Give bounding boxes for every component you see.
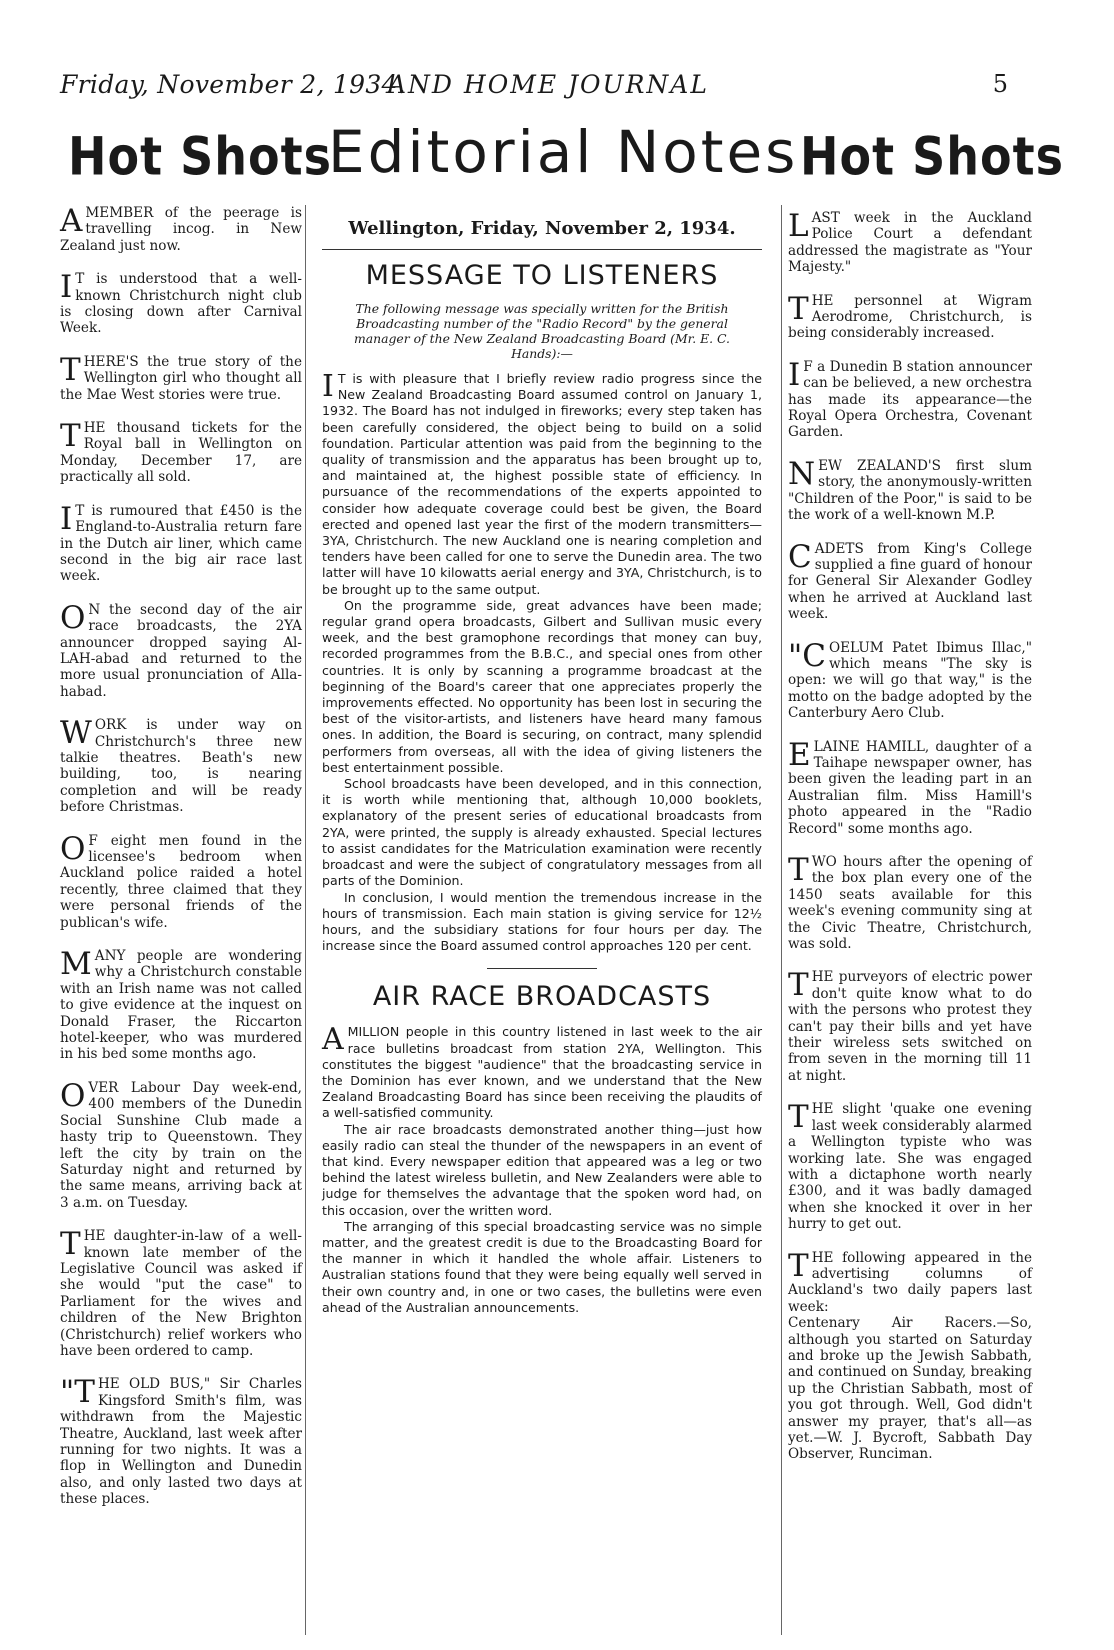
news-item [788,290,1032,342]
news-item [788,854,1032,952]
item-text: T is rumoured that £450 is the England-to-Australia return fare in the Dutch air liner, which came second in the big air race last week. [60,502,302,585]
message-body [322,371,762,954]
news-item [788,1247,1032,1463]
column-rule-right [781,205,782,1635]
item-text: HE following appeared in the advertising columns of Auckland's two daily papers last week: [788,1249,1032,1315]
drop-cap: I [322,369,334,404]
news-item [788,210,1032,276]
drop-cap: C [788,538,812,575]
editorial-dateline: Wellington, Friday, November 2, 1934. [322,210,762,250]
left-column [60,205,302,1525]
item-text: HE daughter-in-law of a well-known late member of the Legislative Council was asked if she would "put the case" to Parliament for the wives and children of the New Brighton (Christchurch) relief workers who have been ordered to camp. [60,1228,302,1359]
item-text: F eight men found in the licensee's bedroom when Auckland police raided a hotel recently, three claimed that they were personal friends of the publican's wife. [60,832,302,931]
news-item [60,500,302,585]
message-paragraph: School broadcasts have been developed, and in this connection, it is worth while mentioning that, although 10,000 booklets, explanatory of the present series of educational broadcasts from 2YA, were printed, the supply is already exhausted. Special lectures to assist candidates for the Matriculation examination were recently broadcast and were the subject of congratulatory messages from all parts of the Dominion. [322,776,762,889]
news-item [60,1376,302,1507]
item-text: HE personnel at Wigram Aerodrome, Christchurch, is being considerably increased. [788,292,1032,342]
right-column [788,210,1032,1480]
item-text: F a Dunedin B station announcer can be believed, a new orchestra has made its appearance—the Royal Opera Orchestra, Covenant Garden. [788,358,1032,441]
news-item [60,351,302,403]
drop-cap: T [788,967,809,1004]
news-item [788,538,1032,623]
item-text: LAINE HAMILL, daughter of a Taihape newspaper owner, has been given the leading part in an Australian film. Miss Hamill's photo appeared in the "Radio Record" some months ago. [788,738,1032,837]
headline-message-to-listeners: MESSAGE TO LISTENERS [365,260,719,291]
air-race-body [322,1024,762,1316]
advertisement-quote: Centenary Air Racers.—So, although you started on Saturday and broke up the Jewish Sabbath, and continued on Sunday, breaking up the Christian Sabbath, most of you got through. Well, God didn't answer my prayer, that's all—as yet.—W. J. Bycroft, Sabbath Day Observer, Runciman. [788,1315,1032,1463]
drop-cap: E [788,736,811,773]
message-paragraph: In conclusion, I would mention the tremendous increase in the hours of transmission. Each main station is giving service for 12½ hours, and the subsidiary stations for four hours per day. The increase since the Board assumed control approaches 120 per cent. [322,889,762,954]
editorial-column [322,210,762,1316]
drop-cap: L [788,208,809,244]
journal-name: AND HOME JOURNAL [388,70,709,99]
message-paragraph: On the programme side, great advances have been made; regular grand opera broadcasts, Gilbert and Sullivan music every week, and the best gramophone recordings that money can buy, recorded programmes from the B.B.C., and special ones from other countries. It is only by scanning a programme broadcast at the beginning of the Board's career that one appreciates properly the improvements effected. No opportunity has been lost in securing the best of the visitor-artists, and listeners have heard many famous ones. In addition, the Board is securing, on contract, many splendid performers from overseas, all with the idea of giving listeners the best entertainment possible. [322,597,762,775]
item-text: AST week in the Auckland Police Court a defendant addressed the magistrate as "Your Majesty." [788,210,1032,276]
message-intro: The following message was specially written for the British Broadcasting number of the "Radio Record" by the general manager of the New Zealand Broadcasting Board (Mr. E. C. Hands):— [354,301,730,361]
paragraph-text: MILLION people in this country listened in last week to the air race bulletins broadcast from station 2YA, Wellington. This constitutes the biggest "audience" that the broadcasting service in the Dominion has ever known, and we understand that the New Zealand Broadcasting Board has since been receiving the plaudits of a well-satisfied community. [322,1024,762,1121]
item-text: MEMBER of the peerage is travelling incog. in New Zealand just now. [60,205,302,254]
item-text: N the second day of the air race broadcasts, the 2YA announcer dropped saying Al-LAH-abad and returned to the more usual pronunciation of Alla-habad. [60,601,302,700]
drop-cap: A [60,203,83,239]
hot-shots-right-heading: Hot Shots [800,125,1064,188]
news-item [788,1101,1032,1232]
news-item [788,969,1032,1084]
item-text: WO hours after the opening of the box plan every one of the 1450 seats available for this week's evening community sing at the Civic Theatre, Christchurch, was sold. [788,854,1032,953]
air-race-paragraph: The air race broadcasts demonstrated another thing—just how easily radio can steal the thunder of the newspapers in an event of that kind. Every newspaper edition that appeared was a leg or two behind the latest wireless bulletin, and New Zealanders were able to judge for themselves the advantage that the spoken word had, on this occasion, over the written word. [322,1121,762,1218]
item-text: HERE'S the true story of the Wellington girl who thought all the Mae West stories were true. [60,353,302,403]
drop-cap: A [322,1022,344,1058]
drop-cap: T [788,852,809,888]
item-text: HE thousand tickets for the Royal ball in Wellington on Monday, December 17, are practically all sold. [60,420,302,486]
news-item [60,1077,302,1211]
item-text: HE slight 'quake one evening last week considerably alarmed a Wellington typiste who was working late. She was engaged with a dictaphone worth nearly £300, and it was badly damaged when she knocked it over in her hurry to get out. [788,1101,1032,1233]
news-item [60,1228,302,1359]
drop-cap: T [60,351,81,388]
drop-cap: I [788,356,801,393]
news-item [788,356,1032,441]
drop-cap: I [60,500,73,537]
item-text: VER Labour Day week-end, 400 members of the Dunedin Social Sunshine Club made a hasty trip to Queenstown. They left the city by train on the Saturday night and returned by the same means, arriving back at 3 a.m. on Tuesday. [60,1079,302,1211]
drop-cap: N [788,455,816,492]
news-item [60,599,302,700]
message-paragraph [322,371,762,598]
issue-date: Friday, November 2, 1934. [60,70,407,99]
news-item [60,205,302,254]
page-number: 5 [992,70,1008,98]
drop-cap: "T [60,1374,95,1411]
drop-cap: T [788,1099,809,1136]
paragraph-text: T is with pleasure that I briefly review radio progress since the New Zealand Broadcasting Board assumed control on January 1, 1932. The Board has not indulged in fireworks; every step taken has been carefully considered, the object being to build on a solid foundation. Particular attention was paid from the beginning to the quality of transmission and the apparatus has been brought up to, and maintained at, the highest possible state of efficiency. In pursuance of the recommendations of the experts appointed to consider how adequate coverage could best be given, the Board erected and opened last year the first of the modern transmitters—3YA, Christchurch. The new Auckland one is nearing completion and tenders have been called for one to serve the Dunedin area. The two latter will have 10 kilowatts aerial energy and 3YA, Christchurch, is to be brought up to the same output. [322,371,762,597]
news-item [60,948,302,1063]
drop-cap: T [60,1226,81,1263]
headline-air-race-broadcasts: AIR RACE BROADCASTS [372,981,712,1013]
item-text: T is understood that a well-known Christchurch night club is closing down after Carnival Week. [60,271,302,337]
masthead [60,70,1020,110]
editorial-notes-title: Editorial Notes [328,118,799,186]
item-text: ANY people are wondering why a Christchurch constable with an Irish name was not called to give evidence at the inquest on Donald Fraser, the Riccarton hotel-keeper, who was murdered in his bed some months ago. [60,948,302,1063]
drop-cap: M [60,946,92,983]
item-text: OELUM Patet Ibimus Illac," which means "The sky is open: we will go that way," is the motto on the badge adopted by the Canterbury Aero Club. [788,639,1032,722]
drop-cap: I [60,269,73,306]
hot-shots-left-heading: Hot Shots [68,125,332,188]
drop-cap: O [60,830,86,867]
news-item [60,717,302,815]
drop-cap: O [60,599,86,636]
item-text: ORK is under way on Christchurch's three new talkie theatres. Beath's new building, too, is nearing completion and will be ready before Christmas. [60,717,302,816]
news-item [788,736,1032,837]
drop-cap: T [788,1247,809,1284]
item-text: EW ZEALAND'S first slum story, the anonymously-written "Children of the Poor," is said to be the work of a well-known M.P. [788,457,1032,524]
column-rule-left [305,205,306,1635]
drop-cap: "C [788,637,826,674]
drop-cap: O [60,1077,86,1114]
item-text: HE OLD BUS," Sir Charles Kingsford Smith's film, was withdrawn from the Majestic Theatre, Auckland, last week after running for two nights. It was a flop in Wellington and Dunedin also, and only lasted two days at these places. [60,1376,302,1508]
news-item [60,271,302,337]
air-race-paragraph: The arranging of this special broadcasting service was no simple matter, and the greatest credit is due to the Broadcasting Board for the manner in which it handled the whole affair. Listeners to Australian stations found that they were being equally well served in their own country and, in one or two cases, the bulletins were even ahead of the Australian announcements. [322,1218,762,1315]
drop-cap: W [60,715,92,752]
item-text: HE purveyors of electric power don't quite know what to do with the persons who protest they can't pay their bills and yet have their wireless sets switched on from seven in the morning till 11 at night. [788,969,1032,1084]
news-item [60,420,302,486]
news-item [788,455,1032,524]
drop-cap: T [788,290,809,327]
section-divider [487,968,597,969]
drop-cap: T [60,418,81,455]
air-race-paragraph [322,1024,762,1121]
news-item [788,637,1032,722]
news-item [60,830,302,931]
item-text: ADETS from King's College supplied a fine guard of honour for General Sir Alexander Godley when he arrived at Auckland last week. [788,540,1032,623]
